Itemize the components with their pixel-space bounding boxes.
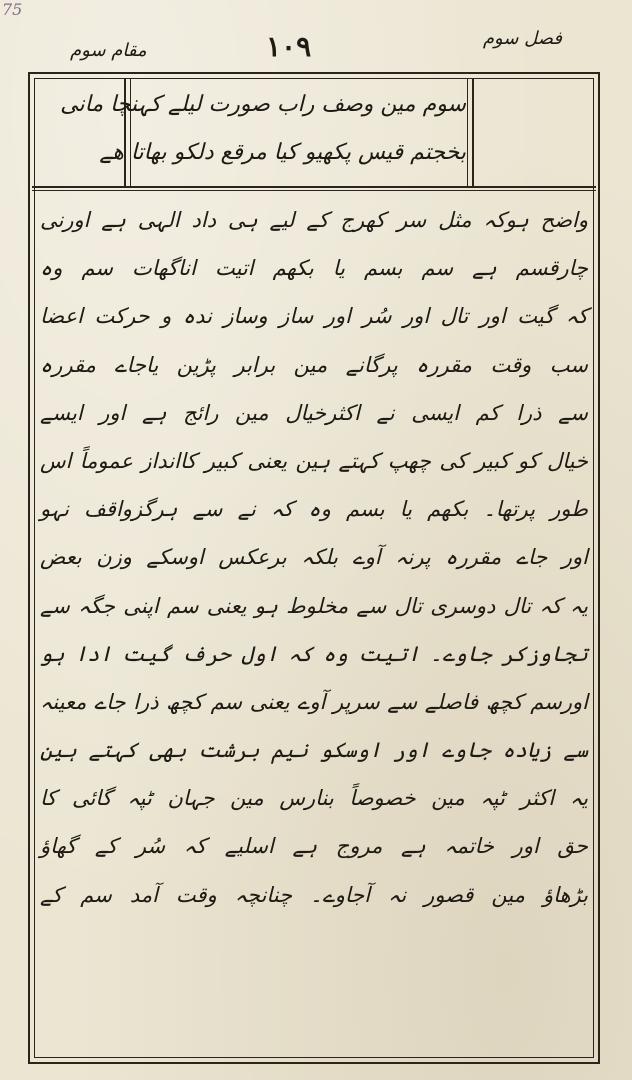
body-line: سے زیادہ جاوے اور اوسکو نیم برشت بھی کہتے ہین — [40, 738, 588, 763]
body-line: واضح ہوکہ مثل سر کھرج کے لیے ہی داد الہی ہے اورنی — [40, 208, 588, 232]
body-line: کہ گیت اور تال اور سُر اور ساز وساز ندہ و حرکت اعضا — [40, 304, 588, 329]
corner-mark: 75 — [2, 0, 23, 19]
page-number: ١٠٩ — [266, 30, 312, 63]
body-line: خیال کو کبیر کی چھپ کہتے ہین یعنی کبیر کاانداز عموماً اس — [40, 448, 588, 473]
body-line: اورسم کچھ فاصلے سے سرپر آوے یعنی سم کچھ ذرا جاے معینہ — [40, 689, 588, 714]
title-line-1: سوم مین وصف راب صورت لیلے کہنچا مانی — [60, 92, 466, 117]
body-line: حق اور خاتمہ ہے مروج ہے اسلیے کہ سُر کے گھاؤ — [40, 834, 588, 859]
body-line: اور جاے مقررہ پرنہ آوے بلکہ برعکس اوسکے وزن بعض — [40, 545, 588, 570]
body-line: چارقسم ہے سم بسم یا بکھم اتیت اناگھات سم وہ — [40, 256, 588, 281]
section-heading: مقام سوم — [70, 40, 147, 61]
title-divider-inner — [32, 190, 596, 191]
body-line: طور پرتھا۔ بکھم یا بسم وہ کہ نے سے ہرگزواقف نہو — [40, 497, 588, 522]
body-line: بڑھاؤ مین قصور نہ آجاوے۔ چنانچہ وقت آمد سم کے — [40, 882, 588, 907]
body-line: یہ اکثر ٹپہ مین خصوصاً بنارس مین جہان ٹپہ گائی کا — [40, 786, 588, 811]
body-line: سے ذرا کم ایسی نے اکثرخیال مین رائج ہے اور ایسے — [40, 400, 588, 425]
body-line: یہ کہ تال دوسری تال سے مخلوط ہو یعنی سم اپنی جگہ سے — [40, 593, 588, 618]
body-line: تجاوزکر جاوے۔ اتیت وہ کہ اول حرف گیت ادا ہو — [40, 641, 588, 666]
title-line-2: بخجتم قیس پکھیو کیا مرقع دلکو بھاتا ھے — [99, 140, 466, 165]
title-divider — [32, 186, 596, 188]
body-line: سب وقت مقررہ پرگانے مین برابر پڑین یاجاے مقررہ — [40, 352, 588, 377]
body-text — [40, 196, 588, 919]
chapter-heading: فصل سوم — [482, 28, 562, 49]
